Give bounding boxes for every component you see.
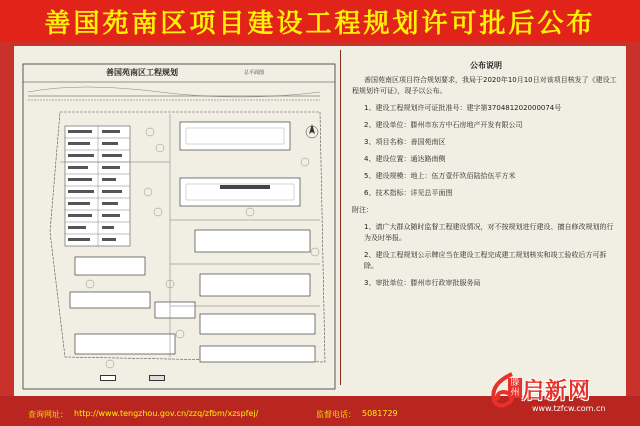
notice-note: 1、请广大群众随时监督工程建设情况，对不按规划进行建设、擅自修改规划的行为及时举报。 — [364, 223, 614, 242]
appendix-label: 附注： — [352, 206, 373, 214]
query-url-label: 查询网址： — [28, 410, 68, 419]
query-url[interactable]: http://www.tengzhou.gov.cn/zzq/zfbm/xzspfej/ — [74, 409, 259, 418]
notice-heading: 公布说明 — [470, 61, 502, 70]
notice-item: 4、建设位置：通达路南侧 — [364, 155, 446, 163]
notice-text — [352, 60, 620, 289]
plan-legend — [100, 375, 168, 381]
notice-item: 1、建设工程规划许可证批准号：建字第370481202000074号 — [364, 104, 562, 112]
notice-note: 2、建设工程规划公示牌应当在建设工程完成建工规划核实和竣工验收后方可拆除。 — [364, 251, 607, 270]
watermark-url: www.tzfcw.com.cn — [532, 404, 606, 413]
watermark-logo — [486, 370, 636, 415]
notice-item: 2、建设单位：滕州市东方中石房地产开发有限公司 — [364, 121, 523, 129]
watermark-brand: 启新网 — [522, 378, 592, 404]
phone-number: 5081729 — [362, 409, 398, 418]
north-arrow-icon — [306, 124, 318, 138]
watermark-city: 滕州 — [508, 378, 522, 398]
site-plan — [20, 52, 338, 392]
legend-item — [149, 375, 168, 381]
panel-divider — [340, 50, 341, 385]
legend-item — [100, 375, 119, 381]
notice-intro: 善国苑南区项目符合规划要求，我局于2020年10月10日对该项目核发了《建设工程规划许可证》，现予以公布。 — [352, 76, 617, 95]
page-title: 善国苑南区项目建设工程规划许可批后公布 — [0, 0, 640, 42]
notice-note: 3、审批单位：滕州市行政审批服务局 — [364, 279, 481, 287]
phone-label: 监督电话： — [316, 410, 356, 419]
site-plan-subtitle: 总平面图 — [244, 70, 265, 76]
notice-item: 3、项目名称：善国苑南区 — [364, 138, 446, 146]
technical-table — [65, 126, 130, 246]
site-plan-title: 善国苑南区工程规划 — [106, 68, 178, 77]
site-plan-drawing — [20, 52, 338, 392]
notice-item: 6、技术指标：详见总平面图 — [364, 189, 453, 197]
notice-item: 5、建设规模：地上：伍万壹仟玖佰陆拾伍平方米 — [364, 172, 516, 180]
